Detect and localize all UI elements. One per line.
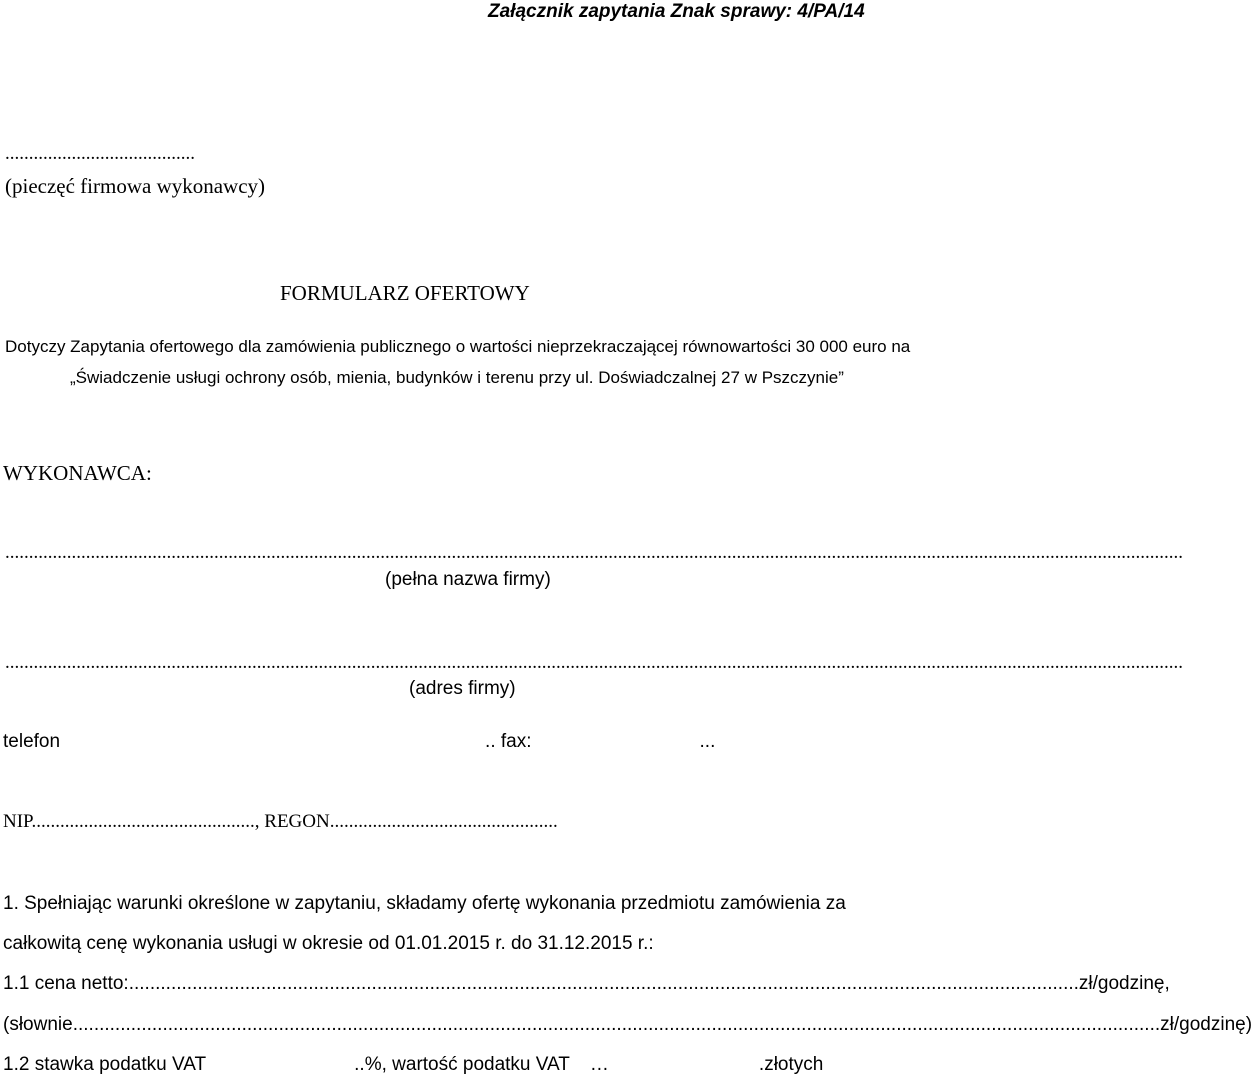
- stamp-caption: (pieczęć firmowa wykonawcy): [5, 174, 266, 198]
- nip-regon-row: [3, 810, 558, 834]
- vat-value-dots: …: [589, 1054, 609, 1075]
- vat-row: [3, 1053, 960, 1077]
- net-price-words-unit: zł/godzinę): [1160, 1014, 1252, 1035]
- net-price-words-row: [3, 1013, 1252, 1037]
- phone-fax-row: [3, 730, 715, 754]
- phone-label: telefon: [3, 731, 61, 752]
- net-price-row: [3, 972, 1170, 996]
- subject-line-2: „Świadczenie usługi ochrony osób, mienia, budynków i terenu przy ul. Doświadczalnej 27 w Pszczynie”: [70, 368, 844, 387]
- regon-label: , REGON: [254, 811, 330, 832]
- company-name-field[interactable]: ........................................................................................................................................................................................................................................................: [5, 542, 1183, 563]
- regon-field[interactable]: ................................................: [329, 811, 558, 832]
- offer-point-1-line-2: całkowitą cenę wykonania usługi w okresie od 01.01.2015 r. do 31.12.2015 r.:: [3, 933, 654, 954]
- net-price-label: 1.1 cena netto:: [3, 973, 129, 994]
- vat-rate-end: ..%, wartość podatku VAT: [354, 1054, 570, 1075]
- phone-field-end: ..: [485, 731, 496, 752]
- stamp-placeholder-dots: ........................................: [5, 143, 195, 164]
- nip-label: NIP: [3, 811, 32, 832]
- net-price-field[interactable]: ....................................................................................................................................................................................: [128, 973, 1079, 994]
- company-name-caption: (pełna nazwa firmy): [385, 569, 551, 590]
- vat-value-end: .złotych: [758, 1054, 824, 1075]
- fax-label: fax:: [495, 731, 532, 752]
- offer-point-1-line-1: 1. Spełniając warunki określone w zapytaniu, składamy ofertę wykonania przedmiotu zamówienia za: [3, 893, 846, 914]
- header-reference: Załącznik zapytania Znak sprawy: 4/PA/14: [488, 1, 865, 22]
- nip-field[interactable]: ...............................................: [31, 811, 255, 832]
- form-title: FORMULARZ OFERTOWY: [280, 281, 530, 305]
- company-address-field[interactable]: ........................................................................................................................................................................................................................................................: [5, 652, 1183, 673]
- net-price-unit: zł/godzinę,: [1078, 973, 1170, 994]
- company-address-caption: (adres firmy): [409, 678, 516, 699]
- fax-field-end: ...: [699, 731, 716, 752]
- vat-rate-label: 1.2 stawka podatku VAT: [3, 1054, 207, 1075]
- net-price-words-label: (słownie: [3, 1014, 73, 1035]
- contractor-label: WYKONAWCA:: [3, 461, 152, 485]
- subject-line-1: Dotyczy Zapytania ofertowego dla zamówienia publicznego o wartości nieprzekraczającej równowartości 30 000 euro na: [5, 337, 911, 356]
- net-price-words-field[interactable]: ..............................................................................................................................................................................................................: [72, 1014, 1161, 1035]
